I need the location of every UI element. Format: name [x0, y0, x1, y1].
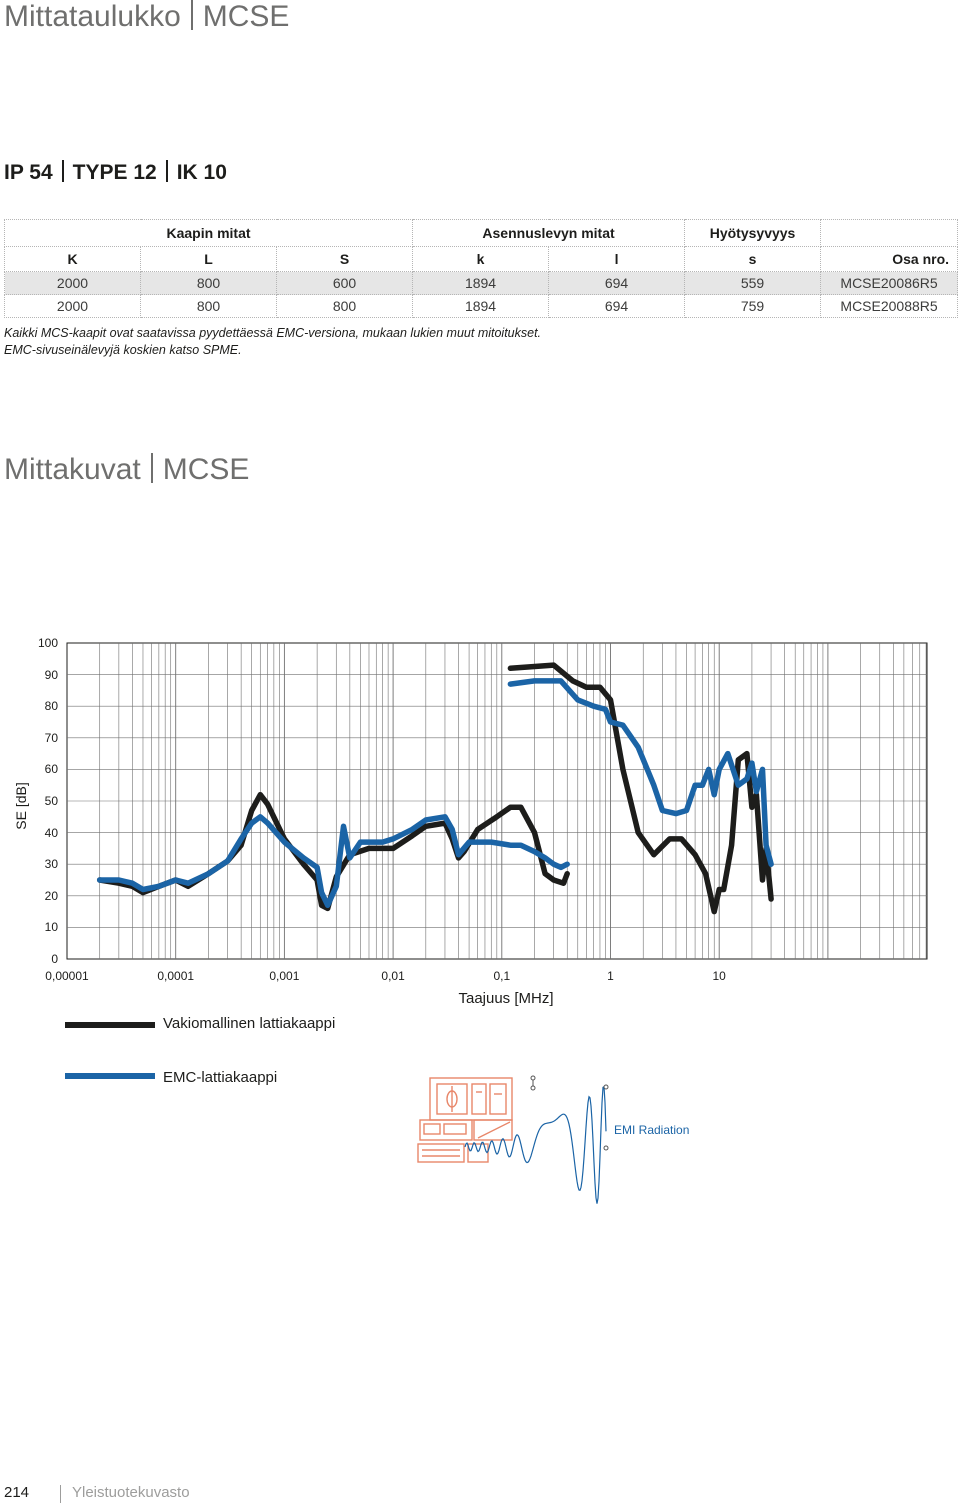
y-tick-label: 30: [44, 857, 58, 872]
table-cell: 694: [549, 272, 685, 295]
y-tick-label: 100: [37, 636, 58, 650]
circuit-board-icon: [418, 1078, 512, 1162]
table-cell: 600: [277, 272, 413, 295]
x-tick-label: 0,1: [493, 969, 511, 983]
table-cell: 800: [141, 295, 277, 318]
x-tick-label: 10: [712, 969, 726, 983]
emi-label: EMI Radiation: [614, 1123, 690, 1137]
legend-label-emc: EMC-lattiakaappi: [163, 1069, 278, 1086]
footer-separator: [60, 1485, 61, 1503]
y-axis-title: SE [dB]: [13, 782, 29, 830]
x-tick-label: 0,00001: [45, 969, 89, 983]
y-tick-label: 60: [44, 762, 58, 777]
legend-swatch-emc: [65, 1073, 155, 1079]
table-cell: 759: [685, 295, 821, 318]
table-cell: MCSE20088R5: [821, 295, 958, 318]
table-cell: 694: [549, 295, 685, 318]
catalog-name: Yleistuotekuvasto: [72, 1484, 190, 1501]
group-usable-depth: Hyötysyvyys: [685, 220, 821, 247]
y-tick-label: 50: [44, 794, 58, 808]
y-tick-label: 40: [44, 825, 58, 840]
table-cell: 800: [277, 295, 413, 318]
ip-rating: IP 54: [4, 161, 53, 184]
table-cell: 559: [685, 272, 821, 295]
probe-dot-icon: [531, 1086, 535, 1090]
y-tick-label: 80: [44, 699, 58, 714]
col-header: Osa nro.: [821, 247, 958, 272]
emi-illustration: [410, 1072, 630, 1207]
page-title-sub: MCSE: [202, 0, 290, 33]
ik-rating: IK 10: [176, 161, 227, 184]
y-tick-label: 90: [44, 667, 58, 682]
group-cabinet-dimensions: Kaapin mitat: [5, 220, 413, 247]
col-header: l: [549, 247, 685, 272]
note-line: EMC-sivuseinälevyjä koskien katso SPME.: [4, 343, 242, 357]
probe-dot-icon: [604, 1146, 608, 1150]
probe-dot-icon: [604, 1085, 608, 1089]
x-tick-label: 0,0001: [157, 969, 195, 983]
table-cell: 1894: [413, 295, 549, 318]
col-header: S: [277, 247, 413, 272]
page-title-main: Mittataulukko: [4, 0, 181, 33]
x-tick-label: 1: [607, 969, 614, 983]
table-cell: 2000: [5, 272, 141, 295]
table-cell: 800: [141, 272, 277, 295]
col-header: L: [141, 247, 277, 272]
group-mounting-plate: Asennuslevyn mitat: [413, 220, 685, 247]
y-tick-label: 10: [44, 920, 58, 935]
col-header: K: [5, 247, 141, 272]
table-cell: 1894: [413, 272, 549, 295]
section-title-sub: MCSE: [162, 453, 250, 486]
probe-dot-icon: [531, 1076, 535, 1080]
table-cell: MCSE20086R5: [821, 272, 958, 295]
y-tick-label: 0: [51, 952, 58, 966]
section-title-main: Mittakuvat: [4, 453, 141, 486]
page-number: 214: [4, 1484, 30, 1501]
type-rating: TYPE 12: [72, 161, 157, 184]
x-tick-label: 0,01: [381, 969, 405, 983]
legend-swatch-standard: [65, 1022, 155, 1028]
y-tick-label: 20: [44, 888, 58, 903]
x-tick-label: 0,001: [269, 969, 300, 983]
col-header: k: [413, 247, 549, 272]
chart-grid: [67, 643, 927, 959]
legend-label-standard: Vakiomallinen lattiakaappi: [163, 1015, 336, 1032]
y-tick-label: 70: [44, 730, 58, 745]
table-cell: 2000: [5, 295, 141, 318]
chart-series: [100, 665, 771, 912]
x-axis-title: Taajuus [MHz]: [458, 990, 554, 1007]
note-line: Kaikki MCS-kaapit ovat saatavissa pyydettäessä EMC-versiona, mukaan lukien muut mitoitukset.: [4, 326, 542, 340]
col-header: s: [685, 247, 821, 272]
